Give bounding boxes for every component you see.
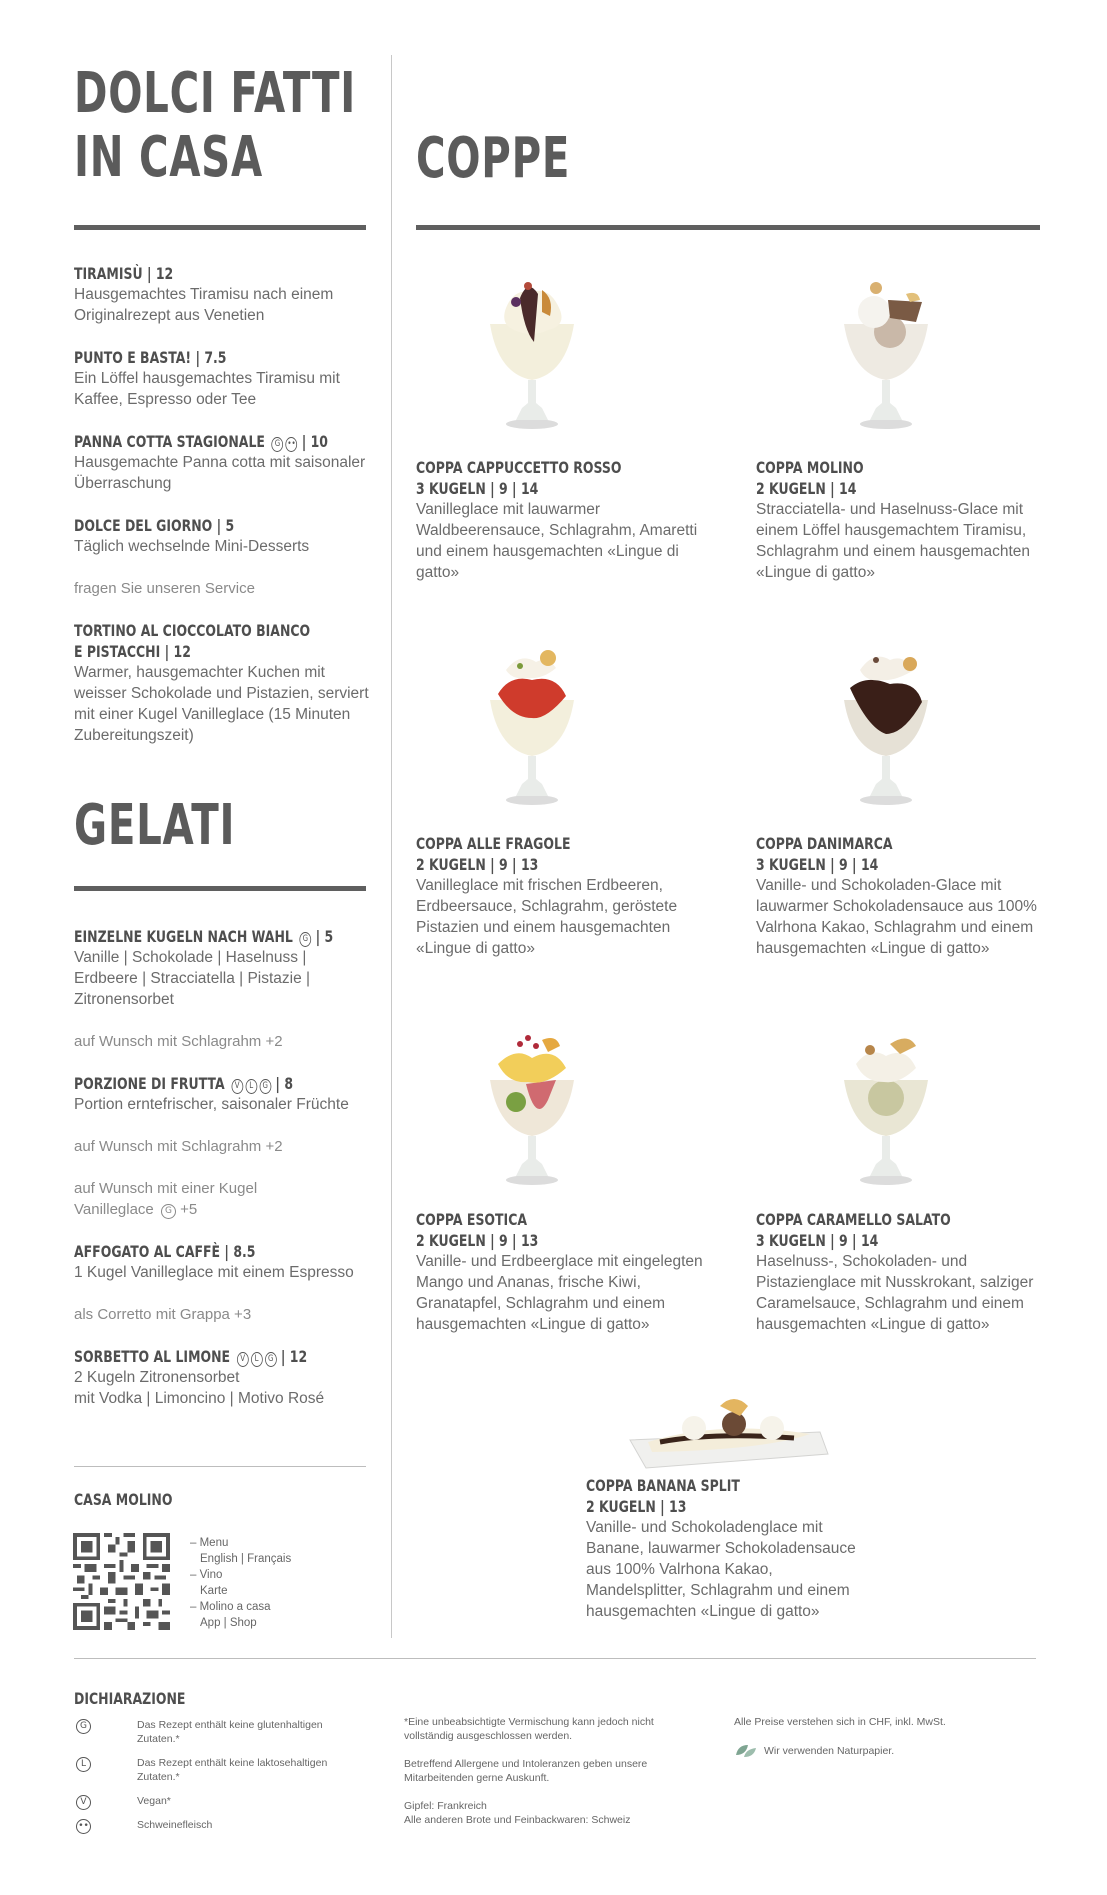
natural-paper-note: Wir verwenden Naturpapier. <box>734 1743 1044 1759</box>
gluten-free-icon: G <box>300 932 312 947</box>
menu-item-tiramisu: TIRAMISÙ | 12 Hausgemachtes Tiramisu nach einem Originalrezept aus Venetien <box>74 264 334 324</box>
menu-item-frutta: PORZIONE DI FRUTTA V L G | 8 Portion erntefrischer, saisonaler Früchte auf Wunsch mit Schlagrahm +2 auf Wunsch mit einer Kugel Vanilleglace G +5 <box>74 1074 349 1218</box>
coppe-title: COPPE <box>416 126 571 191</box>
gluten-free-icon: G <box>76 1719 91 1734</box>
gelati-title: GELATI <box>74 793 236 858</box>
coppe-rule <box>416 225 1040 230</box>
legend-row: •• Schweinefleisch <box>74 1818 344 1842</box>
price-notes: Alle Preise verstehen sich in CHF, inkl. MwSt. Wir verwenden Naturpapier. <box>734 1715 1044 1759</box>
allergen-legend <box>74 1718 344 1842</box>
legend-row: L Das Rezept enthält keine laktosehaltigen Zutaten.* <box>74 1756 344 1794</box>
vegan-icon: V <box>76 1795 91 1810</box>
link-languages[interactable]: English | Français <box>200 1553 292 1565</box>
dolci-list <box>74 263 369 746</box>
casa-title: CASA MOLINO <box>74 1490 173 1509</box>
lactose-free-icon: L <box>76 1757 91 1772</box>
link-karte[interactable]: Karte <box>200 1585 228 1597</box>
menu-item-tortino: TORTINO AL CIOCCOLATO BIANCO E PISTACCHI | 12 Warmer, hausgemachter Kuchen mit weisser Schokolade und Pistazien, serviert mit einer Kugel Vanilleglace (15 Minuten Zubereitungszeit) <box>74 621 369 744</box>
coppa-cappuccetto-image <box>476 268 586 430</box>
coppa-molino-image <box>830 268 940 430</box>
casa-rule <box>74 1466 366 1467</box>
coppa-fragole: COPPA ALLE FRAGOLE 2 KUGELN | 9 | 13 Vanilleglace mit frischen Erdbeeren, Erdbeersauce, Schlagrahm, geröstete Pistazien und einem hausgemachten «Lingue di gatto» <box>416 834 678 957</box>
coppa-banana-split-image <box>624 1388 834 1474</box>
link-molino-casa[interactable]: – Molino a casa <box>190 1601 271 1613</box>
gluten-free-icon: G <box>259 1079 271 1094</box>
lactose-free-icon: L <box>245 1079 257 1094</box>
allergen-notes: *Eine unbeabsichtigte Vermischung kann jedoch nicht vollständig ausgeschlossen werden. Betreffend Allergene und Intoleranzen geben unsere Mitarbeitenden gerne Auskunft. Gipfel: Frankreich Alle anderen Brote und Feinbackwaren: Schweiz <box>404 1716 654 1826</box>
gluten-free-icon: G <box>272 437 284 452</box>
coppa-esotica: COPPA ESOTICA 2 KUGELN | 9 | 13 Vanille- und Erdbeerglace mit eingelegten Mango und Ananas, frische Kiwi, Granatapfel, Schlagrahm und einem hausgemachten «Lingue di gatto» <box>416 1210 703 1333</box>
dolci-rule <box>74 225 366 230</box>
coppa-danimarca: COPPA DANIMARCA 3 KUGELN | 9 | 14 Vanille- und Schokoladen-Glace mit lauwarmer Schokoladensauce aus 100% Valrhona Kakao, Schlagrahm und einem hausgemachten «Lingue di gatto» <box>756 834 1037 957</box>
gelati-rule <box>74 886 366 891</box>
coppa-caramello: COPPA CARAMELLO SALATO 3 KUGELN | 9 | 14 Haselnuss-, Schokoladen- und Pistazienglace mit Nusskrokant, salziger Caramelsauce, Schlagrahm und einem hausgemachten «Lingue di gatto» <box>756 1210 1034 1333</box>
casa-links <box>190 1535 340 1631</box>
menu-item-panna-cotta: PANNA COTTA STAGIONALE G •• | 10 Hausgemachte Panna cotta mit saisonaler Überraschung <box>74 432 366 492</box>
leaf-icon <box>734 1743 758 1759</box>
pork-icon: •• <box>76 1819 91 1834</box>
coppa-caramello-image <box>830 1024 940 1186</box>
coppa-esotica-image <box>476 1024 586 1186</box>
vegan-icon: V <box>231 1079 243 1094</box>
lactose-free-icon: L <box>251 1352 263 1367</box>
menu-item-punto: PUNTO E BASTA! | 7.5 Ein Löffel hausgemachtes Tiramisu mit Kaffee, Espresso oder Tee <box>74 348 340 408</box>
gluten-free-icon: G <box>161 1204 176 1219</box>
footer-rule <box>74 1658 1036 1659</box>
legend-row: V Vegan* <box>74 1794 344 1818</box>
vegan-icon: V <box>237 1352 249 1367</box>
qr-code-icon[interactable] <box>73 1533 170 1630</box>
menu-item-kugeln: EINZELNE KUGELN NACH WAHL G | 5 Vanille | Schokolade | Haselnuss | Erdbeere | Stracciatella | Pistazie | Zitronensorbet auf Wunsch mit Schlagrahm +2 <box>74 927 334 1050</box>
menu-item-sorbetto: SORBETTO AL LIMONE V L G | 12 2 Kugeln Zitronensorbet mit Vodka | Limoncino | Motivo Rosé <box>74 1347 325 1407</box>
dolci-title: DOLCI FATTI IN CASA <box>74 61 356 190</box>
link-vino[interactable]: – Vino <box>190 1569 223 1581</box>
menu-item-dolce-giorno: DOLCE DEL GIORNO | 5 Täglich wechselnde Mini-Desserts fragen Sie unseren Service <box>74 516 310 597</box>
dichiarazione-title: DICHIARAZIONE <box>74 1689 186 1708</box>
coppa-danimarca-image <box>830 644 940 806</box>
gelati-list <box>74 926 369 1409</box>
coppa-fragole-image <box>476 644 586 806</box>
coppa-molino: COPPA MOLINO 2 KUGELN | 14 Stracciatella- und Haselnuss-Glace mit einem Löffel hausgemachtem Tiramisu, Schlagrahm und einem hausgemachten «Lingue di gatto» <box>756 458 1031 581</box>
menu-item-affogato: AFFOGATO AL CAFFÈ | 8.5 1 Kugel Vanilleglace mit einem Espresso als Corretto mit Grappa +3 <box>74 1242 354 1323</box>
column-divider <box>391 55 392 1638</box>
link-app-shop[interactable]: App | Shop <box>200 1617 257 1629</box>
legend-row: G Das Rezept enthält keine glutenhaltigen Zutaten.* <box>74 1718 344 1756</box>
gluten-free-icon: G <box>265 1352 277 1367</box>
pork-icon: •• <box>286 437 298 452</box>
coppa-cappuccetto: COPPA CAPPUCCETTO ROSSO 3 KUGELN | 9 | 14 Vanilleglace mit lauwarmer Waldbeerensauce, Schlagrahm, Amaretti und einem hausgemachten «Lingue di gatto» <box>416 458 698 581</box>
coppa-banana-split: COPPA BANANA SPLIT 2 KUGELN | 13 Vanille- und Schokoladenglace mit Banane, lauwarmer Schokoladensauce aus 100% Valrhona Kakao, Mandelsplitter, Schlagrahm und einem hausgemachten «Lingue di gatto» <box>586 1476 856 1620</box>
link-menu[interactable]: – Menu <box>190 1537 229 1549</box>
